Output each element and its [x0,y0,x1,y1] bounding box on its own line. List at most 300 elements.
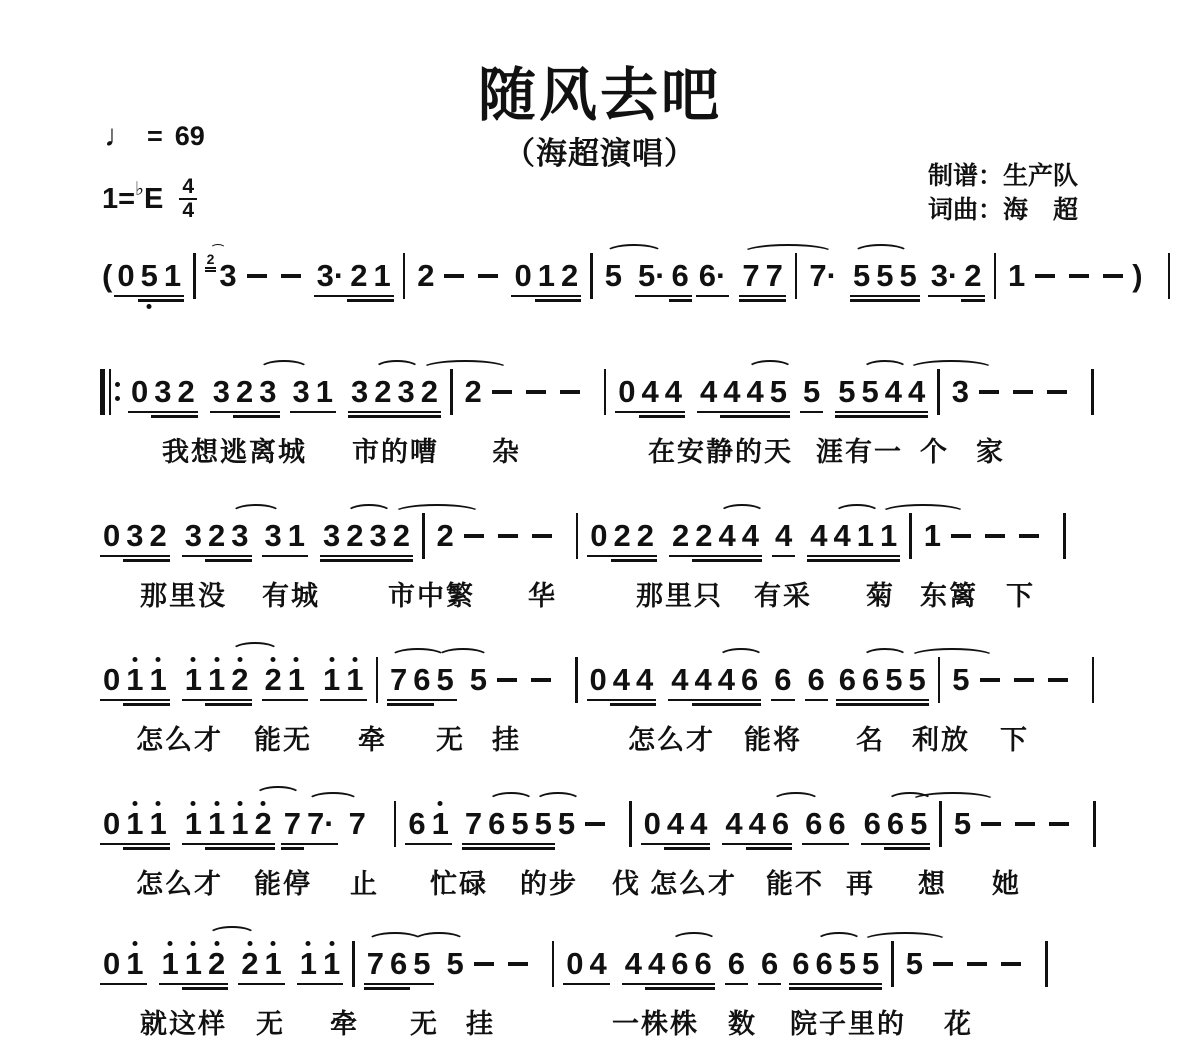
dash-hold [1103,274,1123,278]
key-letter: E [144,182,164,215]
octave-dot-high [271,941,276,946]
note: 2 [175,374,198,410]
beam-line [622,983,645,986]
spacer [823,392,835,393]
note: 1 [854,518,877,554]
beam-line [100,555,123,558]
note: 1 [123,662,146,698]
octave-dot-high [294,657,299,662]
note: 6 [825,806,848,842]
beam-line [692,703,715,706]
lyric-text: 挂 [466,1009,495,1039]
note: 1 [182,806,205,842]
beam-line [262,699,285,702]
note: 2 [371,374,394,410]
beam-line [511,295,534,298]
beam-line [262,555,285,558]
beam-line [175,415,198,418]
octave-dot-high [329,941,334,946]
quarter-note-icon: ♩ [104,118,135,153]
song-title: 随风去吧 [477,63,722,128]
lyric-text: 无 [410,1009,439,1039]
beam-line [387,703,410,706]
note: 5 [835,374,858,410]
octave-dot-high [191,801,196,806]
note: 2 [252,806,275,842]
beam-line [535,295,558,298]
lyrics-row [100,430,1200,467]
lyric-text: 有采 [754,581,812,611]
note: 5 [905,946,923,981]
beam-line [205,270,217,272]
beam-line [906,699,929,702]
beam-line [161,299,184,302]
note: 1 [320,662,343,698]
beam-line [228,703,251,706]
beam-line [669,295,692,298]
note: 6 [485,806,508,842]
dash-hold [1035,274,1055,278]
beam-line [873,299,896,302]
dash-hold [1013,390,1033,394]
beam-line [692,555,715,558]
beam-line [861,843,884,846]
parenthesis: ) [1132,258,1143,293]
beam-line [364,983,387,986]
dash-hold [281,274,301,278]
spacer [170,536,182,537]
lyric-text: 的步 [520,869,578,899]
lyric-text: 伐 [612,869,641,899]
lyrics-row [100,1002,1200,1039]
barline [1045,941,1048,987]
octave-dot-high [132,801,137,806]
note: 1 [313,374,336,410]
note: 5 [434,662,457,698]
note: 5 [410,946,433,982]
beam-line [610,699,633,702]
note: 1 [262,946,285,982]
spacer [338,824,346,825]
beam-line [739,299,762,302]
dash-hold [531,678,551,682]
beam-line [228,555,251,558]
notes-row [100,654,1200,706]
note: 2 [233,374,256,410]
lyric-text: 花 [944,1009,973,1039]
barline [403,253,406,299]
note: 4 [668,662,691,698]
note: 5 [469,662,487,697]
beam-line [813,983,836,986]
lyric-text: 我想逃离城 [162,437,307,467]
spacer [308,536,320,537]
beam-line [835,411,858,414]
beam-line [645,987,668,990]
octave-dot-high [214,801,219,806]
note: 5 [873,258,896,294]
dash-hold [478,274,498,278]
spacer [280,392,290,393]
beam-line [611,559,634,562]
dash-hold [474,962,494,966]
beam-line [418,411,441,414]
lyric-text: 无 [256,1009,285,1039]
tempo-equals: = [147,120,163,151]
beam-line [485,843,508,846]
note: 4 [831,518,854,554]
beam-line [850,299,873,302]
beam-line [304,843,338,846]
note: 1 [285,662,308,698]
repeat-dot [115,396,120,401]
note: 7 [739,258,762,294]
note: 6 [861,806,884,842]
beam-line [668,987,691,990]
note: 4 [905,374,928,410]
note: 4 [662,374,685,410]
beam-line [281,843,304,846]
spacer [1145,276,1159,277]
beam-line [873,295,896,298]
beam-line [410,983,433,986]
beam-line [462,847,485,850]
beam-line [252,847,275,850]
note: 6 [738,662,761,698]
barline [795,253,798,299]
octave-dot-high [214,657,219,662]
beam-line [256,411,279,414]
beam-line [123,703,146,706]
beam-line [147,699,170,702]
barline [193,253,196,299]
beam-line [429,843,452,846]
beam-line [664,843,687,846]
note: 6 [884,806,907,842]
beam-line [725,983,748,986]
note: 6 [725,946,748,982]
barline [450,369,453,415]
octave-dot-high [237,801,242,806]
beam-line [772,555,795,558]
note: 4 [639,374,662,410]
beam-line [587,555,610,558]
note: 7 [763,258,786,294]
dash-hold [585,822,605,826]
beam-line [805,699,828,702]
spacer [452,824,462,825]
beam-line [147,703,170,706]
credits [928,160,1078,228]
note: 0 [511,258,534,294]
beam-line [205,987,228,990]
beam-line [387,987,410,990]
note: 2 [634,518,657,554]
beam-line [159,983,182,986]
beam-line [558,295,581,298]
beam-line [610,703,633,706]
note: 3 [348,374,371,410]
beam-line [364,987,387,990]
beam-line [343,559,366,562]
beam-line [410,703,433,706]
beam-line [763,295,786,298]
beam-line [367,555,390,558]
beam-line [720,411,743,414]
note: 0 [128,374,151,410]
beam-line [434,699,457,702]
note: 3 [182,518,205,554]
note: 3 [951,374,969,409]
barline [939,801,942,847]
note: 2 [343,518,366,554]
note: 5 [859,374,882,410]
slur-arc [210,244,226,254]
note: 7· [304,806,338,842]
beam-line [641,843,664,846]
octave-dot-high [132,941,137,946]
spacer [625,276,635,277]
note: 2 [228,662,251,698]
beam-line [205,555,228,558]
spacer [1046,536,1054,537]
note: 5 [896,258,919,294]
beam-line [343,699,366,702]
beam-line [739,295,762,298]
note: 5 [800,374,823,410]
beam-line [831,555,854,558]
spacer [457,680,467,681]
beam-line [744,415,767,418]
beam-line [859,699,882,702]
barline [604,369,607,415]
note: 6 [669,258,692,294]
beam-line [205,699,228,702]
spacer [610,964,622,965]
beam-line [907,847,930,850]
parenthesis: ( [102,258,113,293]
note: 6· [696,258,730,294]
note: 2 [961,258,984,294]
dash-hold [981,822,1001,826]
song-subtitle: （海超演唱） [504,136,696,171]
beam-line [175,411,198,414]
beam-line [635,295,669,298]
beam-line [611,555,634,558]
note: 1 [147,662,170,698]
lyric-text: 名 [856,725,885,755]
dash-hold [247,274,267,278]
note: 2 [436,518,454,553]
beam-line [722,843,745,846]
beam-line [884,843,907,846]
beam-line [854,559,877,562]
lyric-text: 能不 [766,869,824,899]
beam-line [348,411,371,414]
beam-line [320,983,343,986]
note: 1 [205,662,228,698]
beam-line [859,415,882,418]
dash-hold [1047,390,1067,394]
beam-line [720,415,743,418]
beam-line [850,295,873,298]
note: 4 [882,374,905,410]
note: 6 [789,946,812,982]
spacer [228,964,238,965]
note: 3 [367,518,390,554]
beam-line [769,847,792,850]
beam-line [210,411,233,414]
note: 1 [1008,258,1026,293]
beam-line [281,847,304,850]
lyric-text: 涯有一 [816,437,903,467]
lyric-text: 那里没 [140,581,227,611]
spacer [790,392,800,393]
beam-line [715,703,738,706]
beam-line [233,415,256,418]
beam-line [114,295,137,298]
key-prefix: 1= [102,182,136,215]
note: 4 [739,518,762,554]
note: 3 [262,518,285,554]
beam-line [343,555,366,558]
beam-line [758,983,781,986]
beam-line [800,411,823,414]
beam-line [789,983,812,986]
note: 2 [692,518,715,554]
barline [552,941,555,987]
beam-line [639,415,662,418]
barline [629,801,632,847]
note: 7 [281,806,304,842]
note: 0 [641,806,664,842]
beam-line [859,983,882,986]
note: 4 [720,374,743,410]
flat-icon: ♭ [135,178,145,200]
beam-line [128,411,151,414]
repeat-thin-line [109,369,111,415]
lyric-text: 杂 [492,437,521,467]
beam-line [716,559,739,562]
note: 4 [697,374,720,410]
lyric-text: 华 [528,581,557,611]
lyrics-row [100,574,1200,611]
beam-line [347,299,370,302]
notes-row [100,250,1200,302]
music-system [100,510,1200,611]
beam-line [290,411,313,414]
note: 0 [100,518,123,554]
beam-line [314,295,348,298]
beam-line [228,847,251,850]
beam-line [508,843,531,846]
note: 4 [687,806,710,842]
beam-line [123,699,146,702]
dash-hold [1049,822,1069,826]
beam-line [228,843,251,846]
octave-dot-high [247,941,252,946]
beam-line [123,983,146,986]
beam-line [182,843,205,846]
note: 2 [611,518,634,554]
dash-hold [560,390,580,394]
beam-line [634,555,657,558]
beam-line [256,415,279,418]
beam-line [123,559,146,562]
note: 2 [418,374,441,410]
note: 4 [722,806,745,842]
music-system [100,654,1200,755]
note: 1 [343,662,366,698]
beam-line [252,843,275,846]
dash-hold [1069,274,1089,278]
beam-line [563,983,586,986]
beam-line [789,987,812,990]
note: 1 [182,946,205,982]
octave-dot-low [147,304,152,309]
beam-line [715,699,738,702]
beam-line [877,555,900,558]
spacer [761,680,771,681]
dash-hold [1019,534,1039,538]
beam-line [906,703,929,706]
time-signature [179,176,197,222]
note: 1 [123,806,146,842]
music-system [100,250,1200,302]
note: 1 [147,806,170,842]
dash-hold [951,534,971,538]
beam-line [662,411,685,414]
beam-line [739,555,762,558]
dash-hold [444,274,464,278]
octave-dot-high [214,941,219,946]
beam-line [882,703,905,706]
dash-hold [980,678,1000,682]
note: 2 [417,258,435,293]
spacer [308,680,320,681]
note: 0 [563,946,586,982]
beam-line [147,847,170,850]
beam-line [645,983,668,986]
beam-line [836,703,859,706]
note: 4 [744,374,767,410]
lyric-text: 就这样 [140,1009,227,1039]
octave-dot-high [156,657,161,662]
octave-dot-high [329,657,334,662]
lyric-text: 怎么才 [136,869,223,899]
barline [590,253,593,299]
spacer [748,964,758,965]
note: 1 [285,518,308,554]
barline [937,369,940,415]
spacer [1028,964,1036,965]
spacer [828,680,836,681]
note: 6 [410,662,433,698]
beam-line [182,555,205,558]
note: 4 [746,806,769,842]
note: 2 [238,946,261,982]
beam-line [138,299,161,302]
beam-line [123,847,146,850]
octave-dot-high [306,941,311,946]
beam-line [532,847,555,850]
beam-line [769,843,792,846]
barline [394,801,397,847]
note: 2 [558,258,581,294]
time-signature-numerator: 4 [179,176,197,200]
octave-dot-high [271,657,276,662]
barline [1093,801,1096,847]
